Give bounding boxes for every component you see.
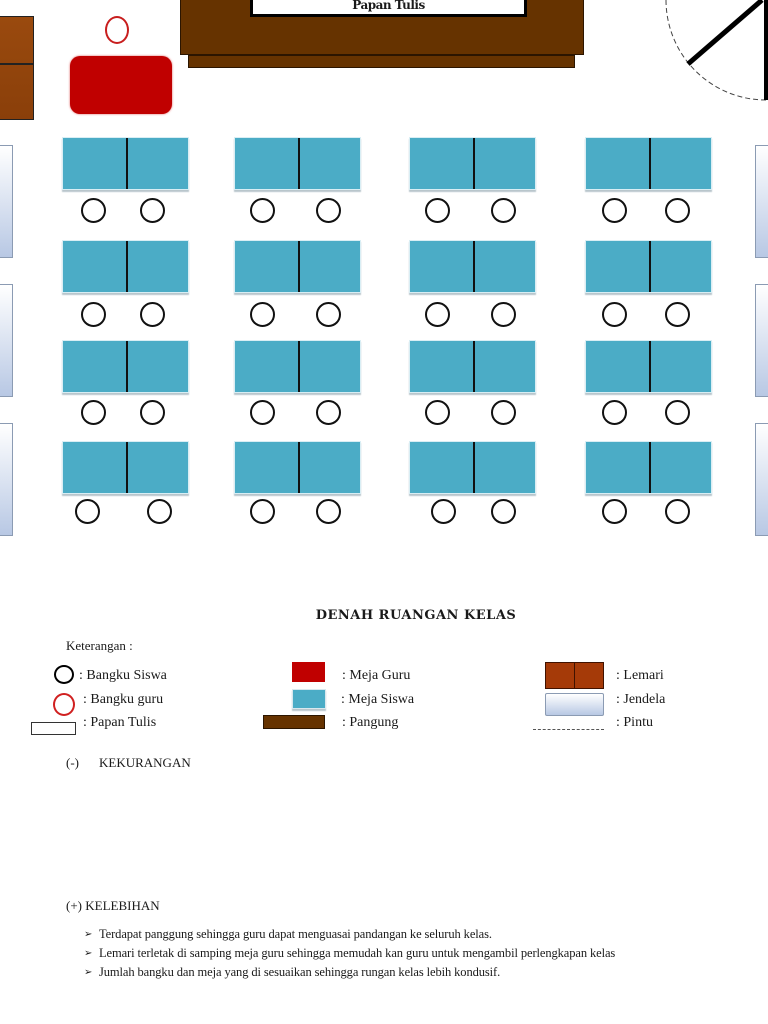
desk-divider bbox=[473, 241, 475, 292]
desk-divider bbox=[298, 241, 300, 292]
window-right-3 bbox=[755, 423, 768, 536]
desk-divider bbox=[473, 442, 475, 493]
legend-label-meja-guru: : Meja Guru bbox=[342, 668, 411, 683]
student-chair bbox=[665, 400, 690, 425]
desk-divider bbox=[649, 442, 651, 493]
desk-divider bbox=[298, 138, 300, 189]
student-desk bbox=[409, 340, 536, 393]
arrow-bullet-icon: ➢ bbox=[84, 929, 93, 940]
student-chair bbox=[665, 198, 690, 223]
white-rectangle-icon bbox=[31, 722, 76, 735]
student-chair bbox=[425, 400, 450, 425]
student-desk bbox=[409, 240, 536, 293]
kekurangan-prefix: (-) bbox=[66, 755, 79, 770]
desk-divider bbox=[126, 341, 128, 392]
student-chair bbox=[140, 302, 165, 327]
list-item: ➢ Terdapat panggung sehingga guru dapat menguasai pandangan ke seluruh kelas. bbox=[84, 925, 615, 944]
student-chair bbox=[81, 302, 106, 327]
legend-label-pangung: : Pangung bbox=[342, 715, 399, 730]
student-chair bbox=[431, 499, 456, 524]
list-item: ➢ Lemari terletak di samping meja guru sehingga memudah kan guru untuk mengambil perlengkapan kelas bbox=[84, 944, 615, 963]
student-chair bbox=[665, 302, 690, 327]
student-desk bbox=[62, 340, 189, 393]
desk-divider bbox=[473, 341, 475, 392]
student-desk bbox=[409, 137, 536, 190]
legend-heading: Keterangan : bbox=[66, 638, 133, 653]
student-chair bbox=[491, 302, 516, 327]
window-left-1 bbox=[0, 145, 13, 258]
door-icon bbox=[640, 0, 768, 105]
kelebihan-list bbox=[84, 925, 615, 982]
student-chair bbox=[316, 198, 341, 223]
desk-divider bbox=[649, 138, 651, 189]
legend-label-bangku-siswa: : Bangku Siswa bbox=[79, 668, 167, 683]
window-right-2 bbox=[755, 284, 768, 397]
desk-divider bbox=[126, 241, 128, 292]
student-chair bbox=[250, 198, 275, 223]
desk-divider bbox=[649, 241, 651, 292]
student-chair bbox=[491, 400, 516, 425]
kekurangan-heading: KEKURANGAN bbox=[99, 755, 191, 770]
student-chair bbox=[81, 198, 106, 223]
student-chair bbox=[665, 499, 690, 524]
student-chair bbox=[316, 499, 341, 524]
legend-label-lemari: : Lemari bbox=[616, 668, 664, 683]
desk-divider bbox=[126, 442, 128, 493]
window-right-1 bbox=[755, 145, 768, 258]
student-chair bbox=[81, 400, 106, 425]
window-left-3 bbox=[0, 423, 13, 536]
student-desk bbox=[234, 137, 361, 190]
window-left-2 bbox=[0, 284, 13, 397]
student-chair bbox=[602, 302, 627, 327]
split-brown-rectangle-icon bbox=[545, 662, 604, 689]
desk-divider bbox=[649, 341, 651, 392]
black-circle-icon bbox=[54, 665, 74, 684]
desk-divider bbox=[473, 138, 475, 189]
student-chair bbox=[602, 198, 627, 223]
legend-label-jendela: : Jendela bbox=[616, 692, 666, 707]
dashed-line-icon bbox=[533, 729, 604, 730]
blue-rectangle-icon bbox=[292, 689, 326, 709]
desk-divider bbox=[298, 442, 300, 493]
red-rectangle-icon bbox=[292, 662, 325, 682]
legend-label-pintu: : Pintu bbox=[616, 715, 653, 730]
light-blue-gradient-rectangle-icon bbox=[545, 693, 604, 716]
red-circle-icon bbox=[53, 693, 75, 716]
student-chair bbox=[425, 198, 450, 223]
student-desk bbox=[409, 441, 536, 494]
whiteboard-label: Papan Tulis bbox=[352, 0, 425, 12]
student-chair bbox=[140, 198, 165, 223]
student-chair bbox=[250, 499, 275, 524]
student-chair bbox=[491, 198, 516, 223]
student-chair bbox=[316, 400, 341, 425]
student-desk bbox=[62, 441, 189, 494]
stage-step bbox=[188, 55, 575, 68]
student-chair bbox=[250, 400, 275, 425]
desk-divider bbox=[298, 341, 300, 392]
student-desk bbox=[585, 240, 712, 293]
student-desk bbox=[585, 137, 712, 190]
student-chair bbox=[250, 302, 275, 327]
student-chair bbox=[491, 499, 516, 524]
legend-label-meja-siswa: : Meja Siswa bbox=[341, 692, 415, 707]
legend-label-papan-tulis: : Papan Tulis bbox=[83, 715, 157, 730]
student-desk bbox=[234, 240, 361, 293]
kelebihan-heading: (+) KELEBIHAN bbox=[66, 898, 160, 913]
list-item: ➢ Jumlah bangku dan meja yang di sesuaikan sehingga rungan kelas lebih kondusif. bbox=[84, 963, 615, 982]
teacher-desk bbox=[70, 56, 172, 114]
cabinet-divider bbox=[0, 63, 34, 65]
student-chair bbox=[602, 400, 627, 425]
student-desk bbox=[62, 137, 189, 190]
brown-bar-icon bbox=[263, 715, 325, 729]
student-desk bbox=[585, 340, 712, 393]
student-desk bbox=[62, 240, 189, 293]
student-chair bbox=[140, 400, 165, 425]
student-chair bbox=[147, 499, 172, 524]
student-desk bbox=[234, 441, 361, 494]
cabinet bbox=[0, 16, 34, 120]
legend-label-bangku-guru: : Bangku guru bbox=[83, 692, 164, 707]
student-desk bbox=[585, 441, 712, 494]
teacher-chair bbox=[105, 16, 129, 44]
arrow-bullet-icon: ➢ bbox=[84, 948, 93, 959]
student-chair bbox=[316, 302, 341, 327]
arrow-bullet-icon: ➢ bbox=[84, 967, 93, 978]
student-desk bbox=[234, 340, 361, 393]
page-title: DENAH RUANGAN KELAS bbox=[315, 608, 517, 623]
student-chair bbox=[425, 302, 450, 327]
desk-divider bbox=[126, 138, 128, 189]
student-chair bbox=[602, 499, 627, 524]
student-chair bbox=[75, 499, 100, 524]
